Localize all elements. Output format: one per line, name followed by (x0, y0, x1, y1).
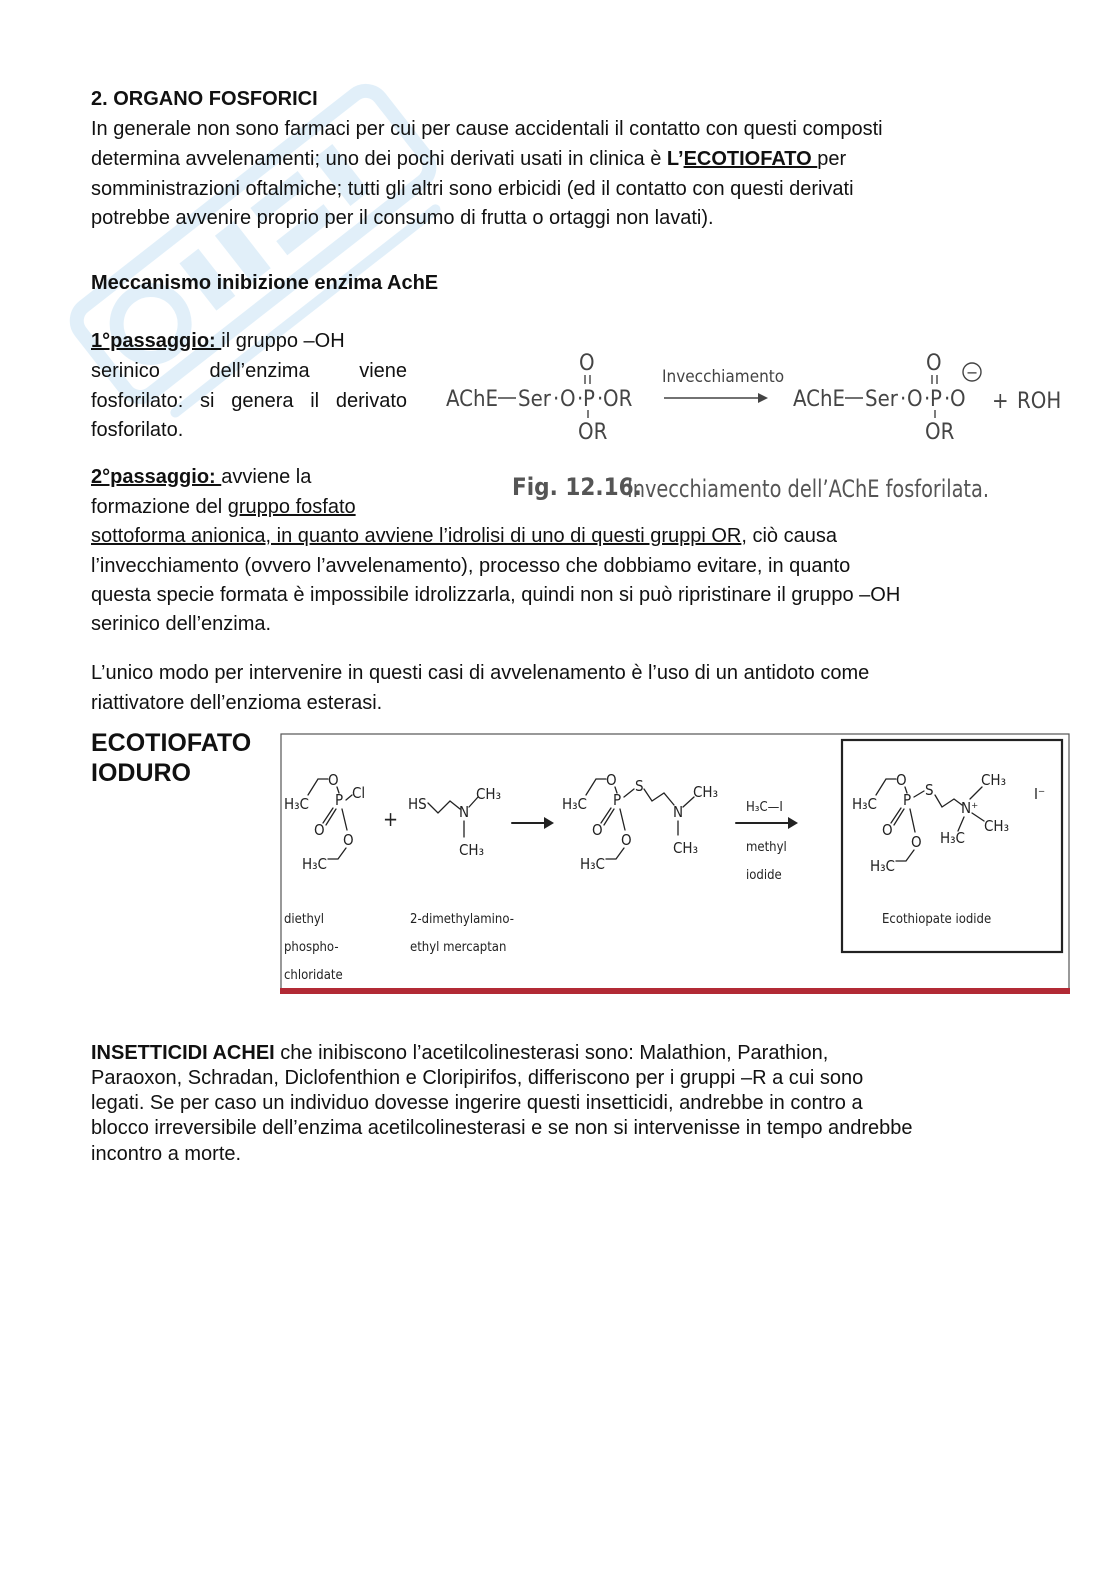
intro-line-2-text: determina avvelenamenti; uno dei pochi derivati usati in clinica è (91, 148, 667, 170)
product-or: OR (925, 420, 955, 445)
plus-sign: + (383, 807, 399, 831)
antidote-line-2: riattivatore dell’enzioma esterasi. (91, 692, 383, 714)
step2-underlined-1: gruppo fosfato (227, 496, 356, 518)
negative-charge: − (966, 363, 979, 382)
atom-o: O (621, 831, 632, 849)
section-heading: 2. ORGANO FOSFORICI (91, 88, 318, 110)
step1-line-4: fosforilato. (91, 419, 184, 441)
figure-frame (281, 734, 1069, 992)
reagent-label-methyl: methyl (746, 840, 787, 855)
step1-line-2: serinico dell’enzima viene (91, 360, 407, 382)
product-oxygen: O (926, 351, 942, 376)
label-phospho: phospho- (284, 940, 339, 955)
atom-o: O (606, 771, 617, 789)
atom-h3c: H₃C (852, 795, 877, 813)
atom-h3c: H₃C (940, 829, 965, 847)
insecticides-line-4: blocco irreversibile dell’enzima acetilcolinesterasi e se non si intervenisse in tempo andrebbe (91, 1117, 913, 1139)
step2-label: 2°passaggio: (91, 466, 222, 488)
intro-line-3: somministrazioni oftalmiche; tutti gli altri sono erbicidi (ed il contatto con questi derivati (91, 178, 854, 200)
atom-cl: Cl (352, 784, 366, 802)
ecotiofato-highlight: ECOTIOFATO (683, 148, 818, 170)
atom-o: O (592, 821, 603, 839)
product-o-neg: O (950, 387, 966, 412)
product-ache: AChE (793, 387, 846, 412)
product-o: O (907, 387, 923, 412)
atom-n-plus: N⁺ (961, 799, 979, 817)
product-p: P (930, 387, 942, 412)
atom-h3c: H₃C (284, 795, 309, 813)
figure-bottom-bar (280, 988, 1070, 994)
atom-ch3: CH₃ (984, 817, 1009, 835)
atom-ch3: CH₃ (981, 771, 1006, 789)
atom-p: P (903, 791, 912, 809)
product-dot: · (900, 387, 907, 412)
reactant-ache: AChE (446, 387, 499, 412)
atom-o: O (314, 821, 325, 839)
ecotiofato-title-1: ECOTIOFATO (91, 729, 252, 757)
ecotiofato-title-2: IODURO (91, 759, 191, 787)
atom-o: O (896, 771, 907, 789)
reactant-p: P (583, 387, 595, 412)
atom-n: N (459, 803, 470, 821)
step2-line-4: l’invecchiamento (ovvero l’avvelenamento), processo che dobbiamo evitare, in quanto (91, 555, 851, 577)
atom-s: S (635, 777, 644, 795)
insecticides-line-2: Paraoxon, Schradan, Diclofenthion e Cloripirifos, differiscono per i gruppi –R a cui sono (91, 1067, 864, 1089)
intro-line-2 (91, 144, 846, 174)
reactant-ser: Ser (518, 387, 551, 412)
atom-ch3: CH₃ (673, 839, 698, 857)
step1-line-1 (91, 326, 345, 356)
step2-line-2 (91, 492, 356, 522)
roh: ROH (1017, 389, 1062, 414)
atom-o: O (328, 771, 339, 789)
atom-h3c: H₃C (562, 795, 587, 813)
atom-p: P (613, 791, 622, 809)
label-diethyl: diethyl (284, 912, 325, 927)
figure-1216-aging-reaction (440, 340, 1080, 520)
caption-text: Invecchiamento dell’AChE fosforilata. (627, 475, 989, 503)
atom-hs: HS (408, 795, 427, 813)
insecticides-heading: INSETTICIDI ACHEI (91, 1042, 275, 1064)
label-dimethylamino: 2-dimethylamino- (410, 912, 514, 927)
product-dot: · (924, 387, 931, 412)
reactant-dot: · (597, 387, 604, 412)
plus-sign: + (992, 389, 1009, 414)
atom-ch3: CH₃ (459, 841, 484, 859)
reactant-dot: · (553, 387, 560, 412)
insecticides-line-1 (91, 1041, 828, 1067)
intro-line-2-end: per (817, 148, 847, 170)
step1-label: 1°passaggio: (91, 330, 222, 352)
step2-text-1: avviene la (221, 466, 312, 488)
reaction-arrowhead (758, 393, 768, 403)
atom-o: O (343, 831, 354, 849)
atom-o: O (882, 821, 893, 839)
insecticides-line-5: incontro a morte. (91, 1143, 242, 1165)
product-ser: Ser (865, 387, 898, 412)
step2-line-5: questa specie formata è impossibile idrolizzarla, quindi non si può ripristinare il gruppo –OH (91, 584, 901, 606)
insecticides-line-3: legati. Se per caso un individuo dovesse ingerire questi insetticidi, andrebbe in contro a (91, 1092, 863, 1114)
atom-h3c: H₃C (580, 855, 605, 873)
label-ethyl-mercaptan: ethyl mercaptan (410, 940, 507, 955)
intro-line-1: In generale non sono farmaci per cui per cause accidentali il contatto con questi composti (91, 118, 883, 140)
insecticides-text-1: che inibiscono l’acetilcolinesterasi sono: Malathion, Parathion, (274, 1042, 829, 1064)
step2-line-6: serinico dell’enzima. (91, 613, 272, 635)
atom-s: S (925, 781, 934, 799)
atom-h3c: H₃C (870, 857, 895, 875)
step2-text-3: , ciò causa (741, 525, 837, 547)
ecotiofato-prefix: L’ (666, 148, 684, 170)
iodide-ion: I⁻ (1034, 785, 1046, 803)
atom-o: O (911, 833, 922, 851)
step2-line-3 (91, 521, 837, 551)
atom-h3c: H₃C (302, 855, 327, 873)
atom-n: N (673, 803, 684, 821)
reactant-or: OR (603, 387, 633, 412)
label-chloridate: chloridate (284, 968, 343, 983)
mechanism-title: Meccanismo inibizione enzima AchE (91, 272, 439, 294)
product-dot: · (944, 387, 951, 412)
reagent-label-iodide: iodide (746, 868, 782, 883)
antidote-line-1: L’unico modo per intervenire in questi casi di avvelenamento è l’uso di un antidoto come (91, 662, 870, 684)
label-ecothiopate-iodide: Ecothiopate iodide (882, 912, 992, 927)
atom-ch3: CH₃ (693, 783, 718, 801)
reagent-methyl-iodide: H₃C—I (746, 800, 783, 815)
reactant-or-bottom: OR (578, 420, 608, 445)
caption-number: Fig. 12.16. (512, 473, 642, 501)
reactant-dot: · (577, 387, 584, 412)
arrow-label: Invecchiamento (662, 367, 785, 387)
intro-line-4: potrebbe avvenire proprio per il consumo di frutta o ortaggi non lavati). (91, 207, 714, 229)
atom-ch3: CH₃ (476, 785, 501, 803)
atom-p: P (335, 791, 344, 809)
step2-text-2: formazione del (91, 496, 228, 518)
step1-text-1: il gruppo –OH (221, 330, 345, 352)
reactant-o: O (560, 387, 576, 412)
step2-line-1 (91, 462, 311, 492)
ecothiopate-synthesis-figure (280, 733, 1070, 995)
reactant-oxygen: O (579, 351, 595, 376)
step2-underlined-2: sottoforma anionica, in quanto avviene l’idrolisi di uno di questi gruppi OR (91, 525, 742, 547)
step1-line-3: fosforilato: si genera il derivato (91, 390, 407, 412)
